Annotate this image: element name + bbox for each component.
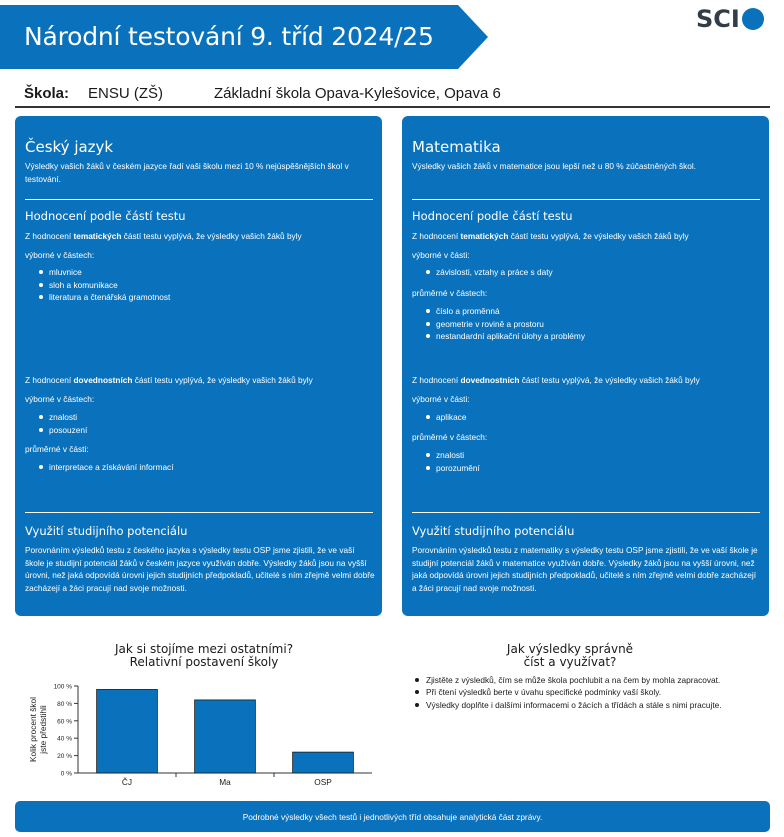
chart-subtitle: Relativní postavení školy: [129, 655, 279, 669]
card-math: [402, 116, 769, 616]
y-tick-label: 80 %: [57, 700, 72, 708]
bullet-list: [25, 461, 174, 474]
group-label: průměrné v části:: [25, 444, 89, 454]
list-item: literatura a čtenářská gramotnost: [25, 291, 170, 304]
card-title: Matematika: [412, 138, 501, 156]
card-intro: Výsledky vašich žáků v českém jazyce řadí vaši školu mezi 10 % nejúspěšnějších škol v testování.: [25, 161, 349, 184]
tip-item: Zjistěte z výsledků, čím se může škola pochlubit a na čem by mohla zapracovat.: [412, 674, 722, 686]
bullet-list: [25, 411, 87, 436]
group-label: výborné v části:: [412, 250, 470, 260]
x-tick-label: Ma: [219, 777, 231, 787]
y-tick-label: 100 %: [53, 683, 72, 691]
list-item: geometrie v rovině a prostoru: [412, 318, 585, 331]
y-tick-label: 20 %: [57, 753, 72, 761]
y-tick-label: 60 %: [57, 718, 72, 726]
school-info: [24, 85, 501, 102]
divider: [15, 106, 770, 108]
bar-Ma: [195, 700, 256, 773]
divider: [412, 199, 760, 200]
y-tick-label: 40 %: [57, 735, 72, 743]
tip-item: Při čtení výsledků berte v úvahu specifické podmínky vaší školy.: [412, 686, 722, 698]
chart-title: [74, 643, 334, 669]
list-item: znalosti: [412, 449, 480, 462]
bar-ČJ: [97, 689, 158, 773]
school-name: Základní škola Opava-Kylešovice, Opava 6: [214, 85, 501, 102]
list-item: interpretace a získávání informací: [25, 461, 174, 474]
list-item: posouzení: [25, 424, 87, 437]
scio-logo: [696, 6, 764, 32]
divider: [25, 199, 373, 200]
y-axis-label: Kolik procent školjste předstihli: [28, 696, 48, 763]
skills-intro: Z hodnocení dovednostních částí testu vyplývá, že výsledky vašich žáků byly: [25, 375, 313, 385]
bar-chart: [22, 672, 382, 792]
footer-banner: [15, 801, 770, 832]
group-label: výborné v části:: [412, 394, 470, 404]
tip-item: Výsledky doplňte i dalšími informacemi o žácích a třídách a stále s nimi pracujte.: [412, 699, 722, 711]
bullet-list: [412, 305, 585, 343]
list-item: sloh a komunikace: [25, 279, 170, 292]
school-label: Škola:: [24, 85, 70, 102]
school-code: ENSU (ZŠ): [88, 85, 163, 102]
thematic-intro: Z hodnocení tematických částí testu vyplývá, že výsledky vašich žáků byly: [25, 231, 302, 241]
section-title: Hodnocení podle částí testu: [412, 209, 573, 223]
list-item: znalosti: [25, 411, 87, 424]
logo-text: SCI: [696, 5, 740, 33]
section-title: Hodnocení podle částí testu: [25, 209, 186, 223]
skills-intro: Z hodnocení dovednostních částí testu vyplývá, že výsledky vašich žáků byly: [412, 375, 700, 385]
card-intro: Výsledky vašich žáků v matematice jsou lepší než u 80 % zúčastněných škol.: [412, 161, 697, 171]
y-tick-label: 0 %: [60, 770, 72, 778]
thematic-intro: Z hodnocení tematických částí testu vyplývá, že výsledky vašich žáků byly: [412, 231, 689, 241]
tips-list: [412, 674, 722, 711]
bullet-list: [412, 266, 553, 279]
bullet-list: [412, 449, 480, 474]
group-label: výborné v částech:: [25, 250, 95, 260]
chart-title-line: Jak si stojíme mezi ostatními?: [114, 642, 294, 656]
group-label: výborné v částech:: [25, 394, 95, 404]
tips-title-line: Jak výsledky správně: [506, 642, 634, 656]
list-item: aplikace: [412, 411, 466, 424]
divider: [25, 512, 373, 513]
section-title: Využití studijního potenciálu: [412, 524, 575, 538]
card-title: Český jazyk: [25, 138, 114, 156]
potential-text: Porovnáním výsledků testu z českého jazyka s výsledky testu OSP jsme zjistili, že ve vaší škole je studijní potenciál žáků v českém jazyce využíván dobře. Výsledky žáků jsou na vyšší úrovni, než jaká odpovídá úrovni jejich studijních předpokladů, učitelé s ním zřejmě velmi dobře zacházejí a žáci pracují nad svoje možnosti.: [25, 545, 375, 594]
list-item: porozumění: [412, 462, 480, 475]
x-tick-label: OSP: [314, 777, 332, 787]
page-title: Národní testování 9. tříd 2024/25: [24, 22, 434, 51]
list-item: nestandardní aplikační úlohy a problémy: [412, 330, 585, 343]
scio-circle-icon: [742, 8, 764, 30]
group-label: průměrné v částech:: [412, 288, 488, 298]
card-czech: [15, 116, 382, 616]
bullet-list: [25, 266, 170, 304]
bar-OSP: [293, 752, 354, 773]
divider: [412, 512, 760, 513]
list-item: mluvnice: [25, 266, 170, 279]
footer-text: Podrobné výsledky všech testů i jednotlivých tříd obsahuje analytická část zprávy.: [242, 811, 543, 822]
section-title: Využití studijního potenciálu: [25, 524, 188, 538]
group-label: průměrné v částech:: [412, 432, 488, 442]
bullet-list: [412, 411, 466, 424]
tips-title: [480, 643, 660, 669]
x-tick-label: ČJ: [121, 777, 133, 787]
potential-text: Porovnáním výsledků testu z matematiky s výsledky testu OSP jsme zjistili, že ve vaší škole je studijní potenciál žáků v matematice využíván dobře. Výsledky žáků jsou na vyšší úrovni, než jaká odpovídá úrovni jejich studijních předpokladů, učitelé s ním zřejmě velmi dobře zacházejí a žáci pracují nad svoje možnosti.: [412, 545, 758, 594]
tips-title-line: číst a využívat?: [523, 655, 617, 669]
list-item: závislosti, vztahy a práce s daty: [412, 266, 553, 279]
list-item: číslo a proměnná: [412, 305, 585, 318]
